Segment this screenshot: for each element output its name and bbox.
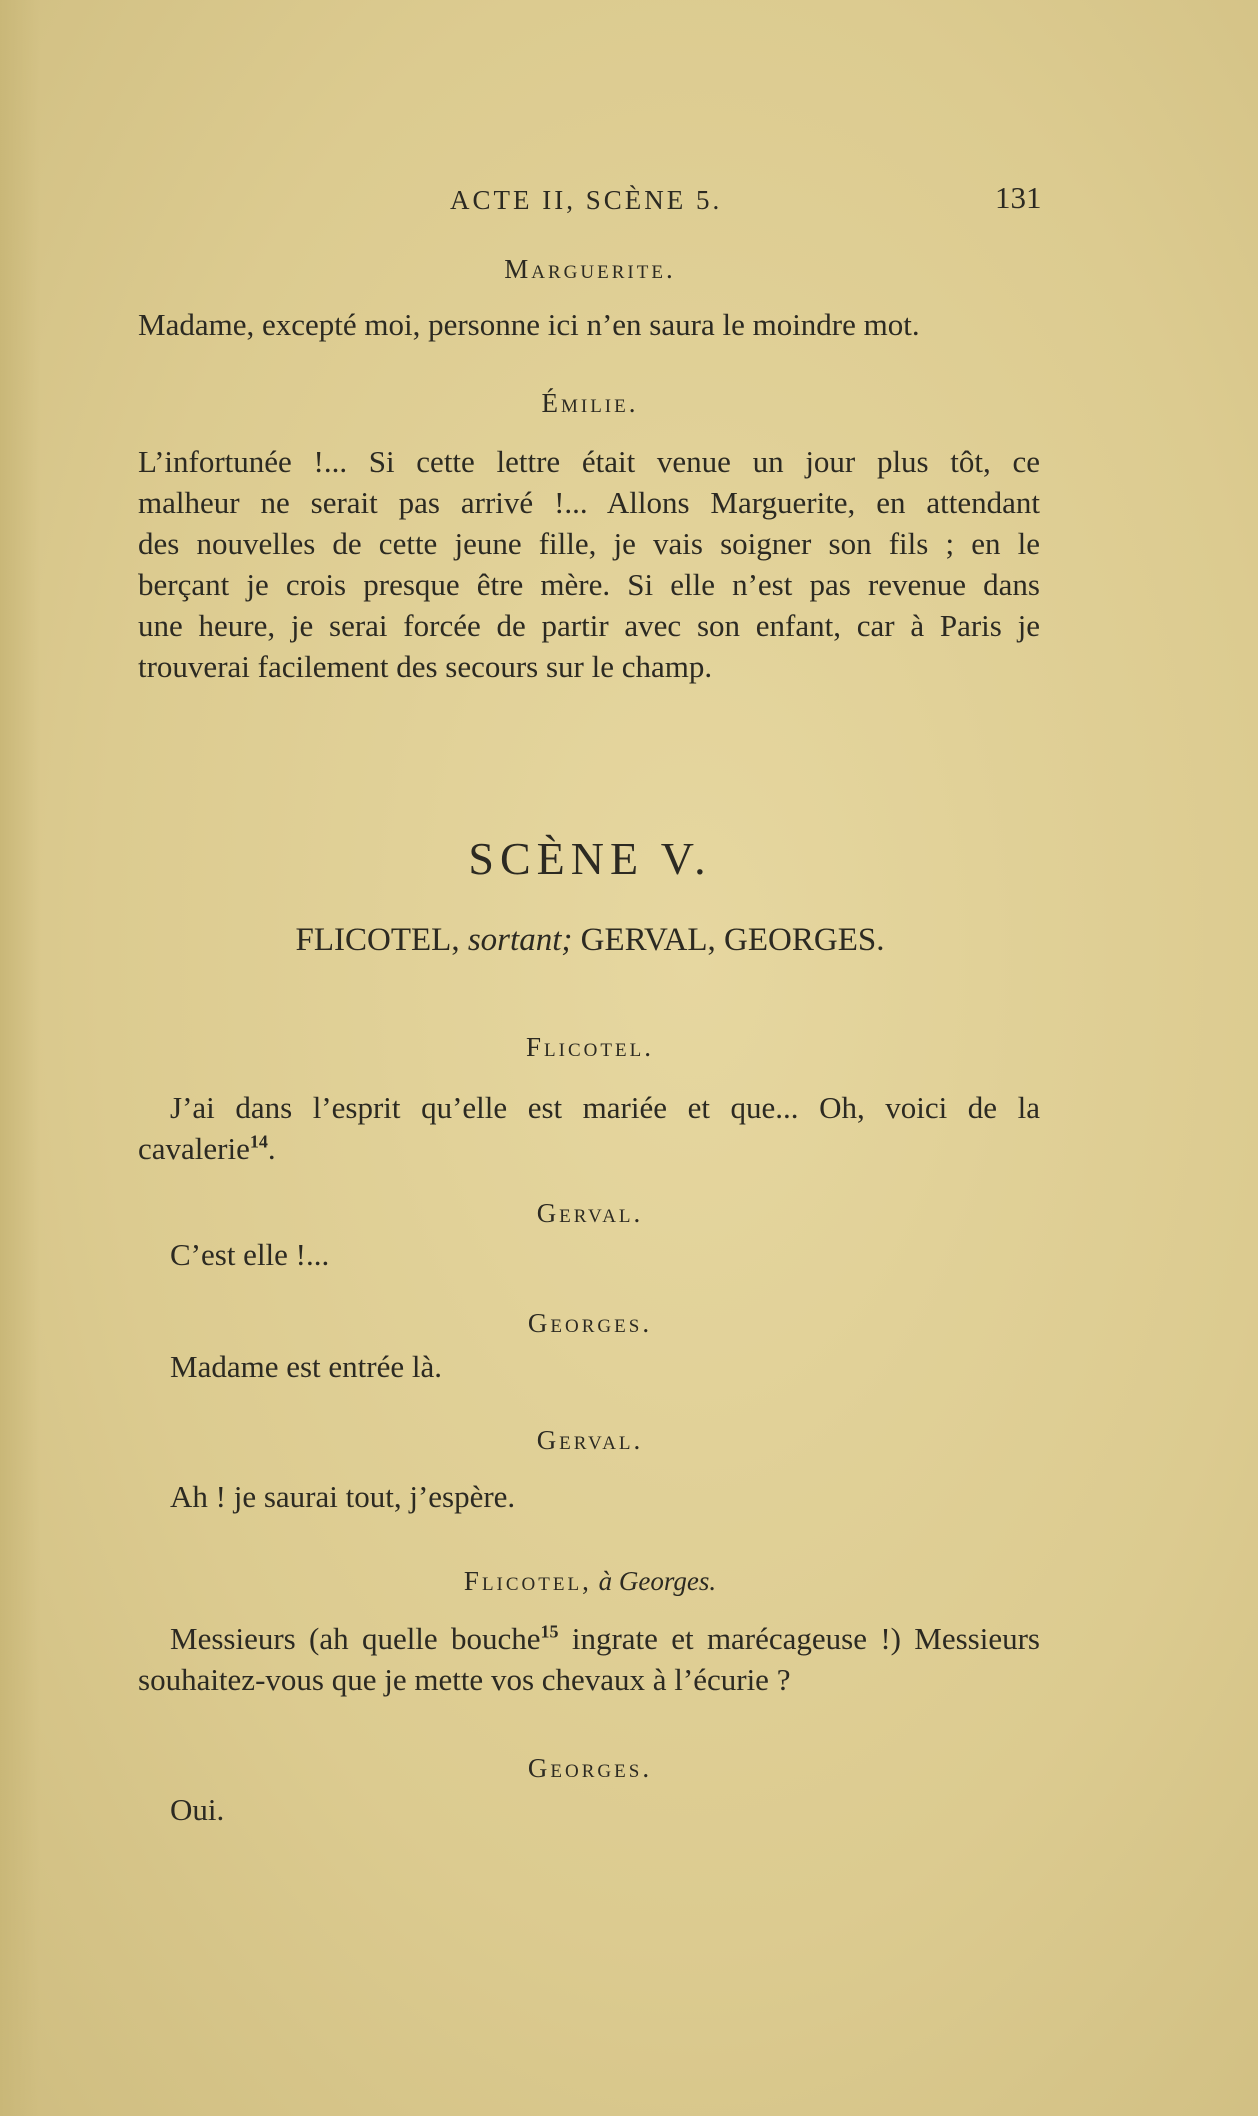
speaker-name: Flicotel,	[463, 1566, 592, 1596]
speech-line: berçant je crois presque être mère. Si elle n’est pas revenue dans	[138, 567, 1040, 602]
speech-line: Madame est entrée là.	[170, 1349, 442, 1384]
speaker-gerval: Gerval.	[536, 1198, 644, 1228]
footnote-marker-14: 14	[249, 1131, 268, 1152]
speech-flicotel	[138, 1087, 1040, 1169]
speaker-flicotel: Flicotel.	[526, 1032, 654, 1062]
speech-text: Messieurs (ah quelle bouche	[170, 1621, 541, 1656]
speech-line: souhaitez-vous que je mette vos chevaux à l’écurie ?	[138, 1662, 791, 1697]
speech-line	[138, 1618, 1040, 1659]
speech-line: L’infortunée !... Si cette lettre était venue un jour plus tôt, ce	[138, 444, 1040, 479]
speaker-flicotel	[140, 1566, 1040, 1597]
speech-line: J’ai dans l’esprit qu’elle est mariée et que... Oh, voici de la	[170, 1090, 1040, 1125]
speech-line: Ah ! je saurai tout, j’espère.	[170, 1479, 516, 1514]
speech-line: malheur ne serait pas arrivé !... Allons Marguerite, en attendant	[138, 485, 1040, 520]
stage-direction: sortant;	[467, 922, 573, 958]
speech-flicotel	[138, 1618, 1040, 1700]
speech-text: cavalerie	[138, 1131, 250, 1166]
page-number: 131	[995, 180, 1042, 215]
speech-gerval	[170, 1234, 1072, 1275]
characters-part: GERVAL, GEORGES.	[572, 922, 885, 958]
speech-line	[138, 1128, 1040, 1169]
speech-line: une heure, je serai forcée de partir avec son enfant, car à Paris je	[138, 608, 1040, 643]
footnote-marker-15: 15	[540, 1621, 559, 1642]
speech-line: Madame, excepté moi, personne ici n’en saura le moindre mot.	[138, 307, 920, 342]
scene-characters	[140, 922, 1040, 959]
characters-part: FLICOTEL,	[295, 922, 468, 958]
scene-title: SCÈNE V.	[468, 833, 712, 884]
speech-georges	[170, 1346, 1072, 1387]
speech-line: trouverai facilement des secours sur le champ.	[138, 649, 713, 684]
speech-line: des nouvelles de cette jeune fille, je vais soigner son fils ; en le	[138, 526, 1040, 561]
speaker-gerval: Gerval.	[536, 1425, 644, 1455]
speech-marguerite	[138, 304, 1040, 345]
speaker-georges: Georges.	[527, 1753, 653, 1783]
speaker-emilie: Émilie.	[541, 388, 639, 418]
stage-direction: à Georges.	[591, 1566, 717, 1596]
speech-georges	[170, 1789, 1072, 1830]
speech-emilie	[138, 441, 1040, 687]
speech-text: .	[267, 1131, 276, 1166]
speech-text: ingrate et marécageuse !) Messieurs	[558, 1621, 1040, 1656]
running-header: ACTE II, SCÈNE 5.	[450, 185, 723, 215]
speech-line: C’est elle !...	[170, 1237, 330, 1272]
speaker-georges: Georges.	[527, 1308, 653, 1338]
speech-gerval	[170, 1476, 1072, 1517]
speech-line: Oui.	[170, 1792, 225, 1827]
speaker-marguerite: Marguerite.	[504, 254, 676, 284]
